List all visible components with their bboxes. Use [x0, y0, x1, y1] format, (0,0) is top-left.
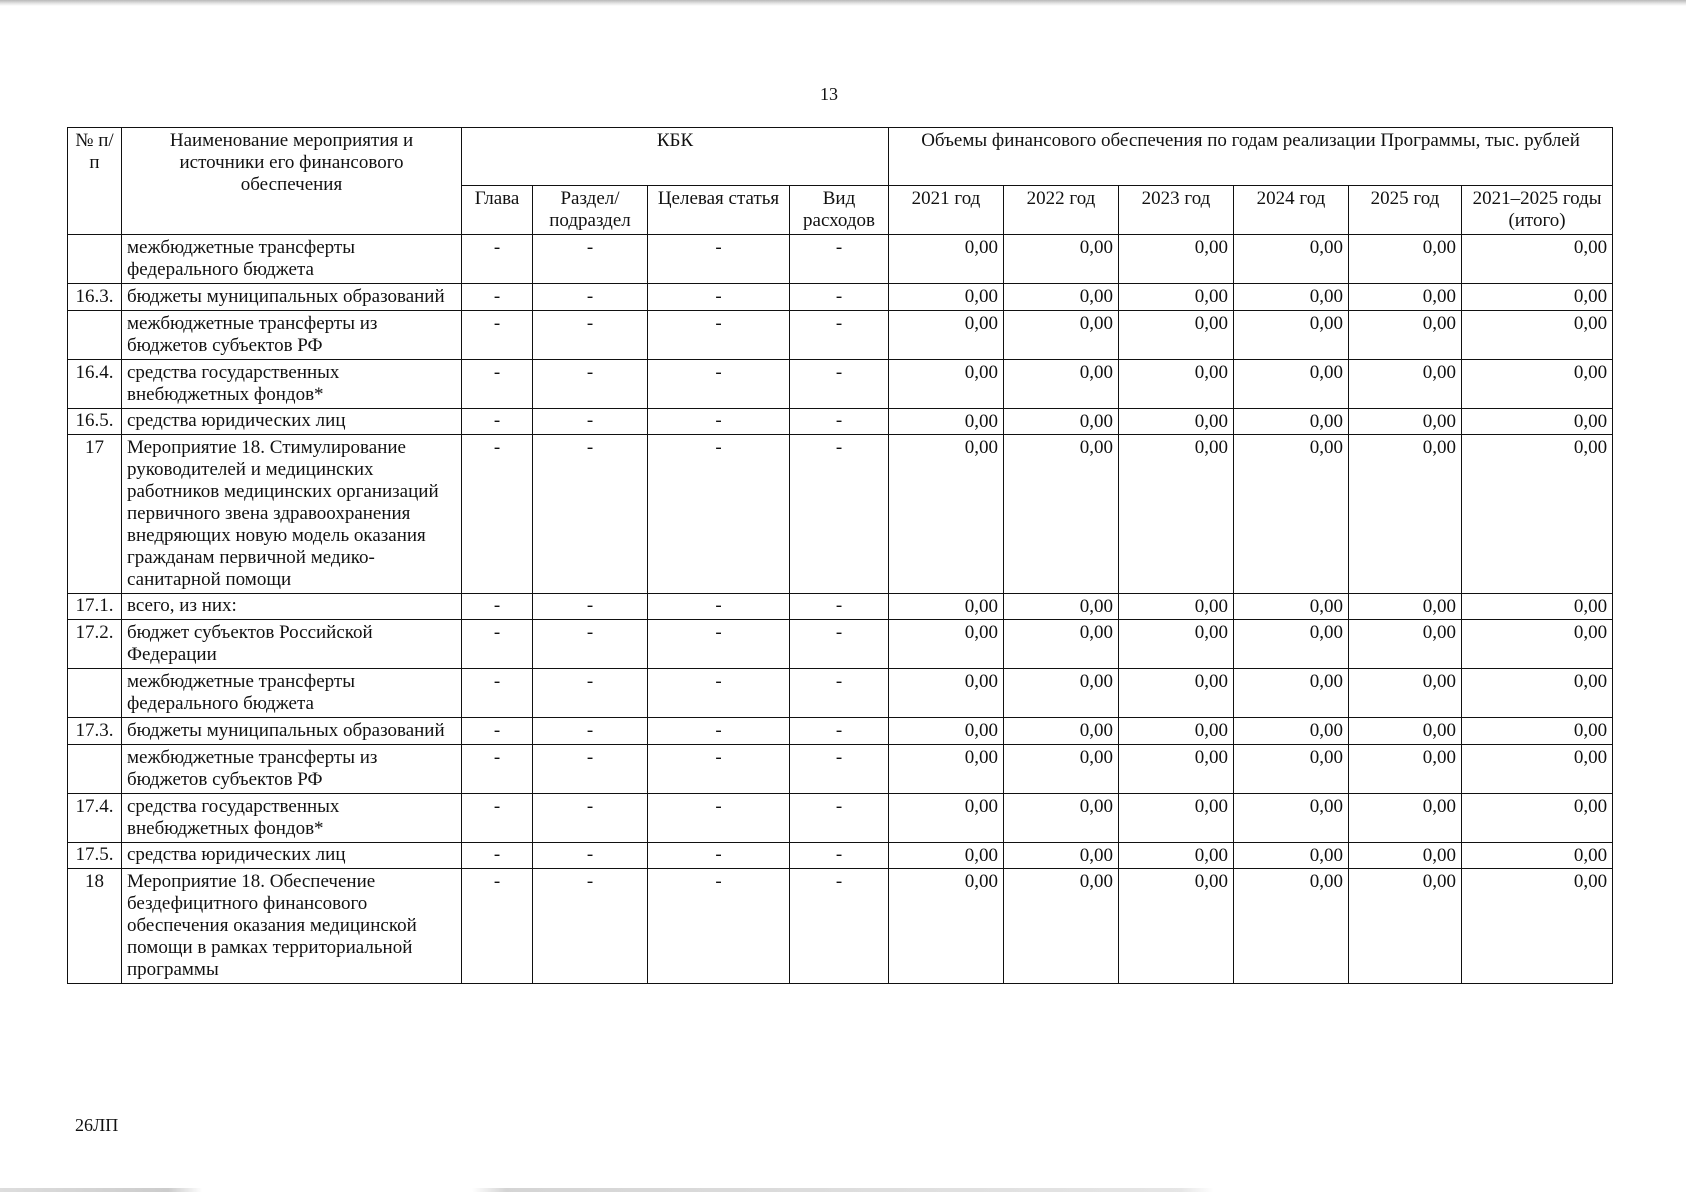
row-value-2024: 0,00: [1234, 718, 1349, 745]
row-value-total: 0,00: [1462, 869, 1613, 984]
row-celevaya: -: [648, 311, 790, 360]
row-value-2022: 0,00: [1004, 435, 1119, 594]
row-razdel: -: [533, 284, 648, 311]
row-value-2023: 0,00: [1119, 745, 1234, 794]
row-vid: -: [790, 235, 889, 284]
row-value-2024: 0,00: [1234, 409, 1349, 435]
row-value-2025: 0,00: [1349, 435, 1462, 594]
table-row: [68, 869, 1613, 984]
row-value-total: 0,00: [1462, 435, 1613, 594]
row-value-2021: 0,00: [889, 843, 1004, 869]
row-name: всего, из них:: [122, 594, 462, 620]
row-value-total: 0,00: [1462, 843, 1613, 869]
header-volumes: Объемы финансового обеспечения по годам реализации Программы, тыс. рублей: [889, 128, 1613, 186]
row-value-total: 0,00: [1462, 235, 1613, 284]
row-razdel: -: [533, 718, 648, 745]
row-value-2025: 0,00: [1349, 843, 1462, 869]
row-vid: -: [790, 745, 889, 794]
row-num: [68, 745, 122, 794]
row-celevaya: -: [648, 235, 790, 284]
header-razdel: Раздел/ подраздел: [533, 186, 648, 235]
row-value-2024: 0,00: [1234, 669, 1349, 718]
row-value-2022: 0,00: [1004, 794, 1119, 843]
table-row: [68, 620, 1613, 669]
row-value-2023: 0,00: [1119, 360, 1234, 409]
row-value-2023: 0,00: [1119, 235, 1234, 284]
header-year-2022: 2022 год: [1004, 186, 1119, 235]
table-row: [68, 745, 1613, 794]
row-name: бюджеты муниципальных образований: [122, 718, 462, 745]
row-num: 16.4.: [68, 360, 122, 409]
row-glava: -: [462, 843, 533, 869]
header-year-2021: 2021 год: [889, 186, 1004, 235]
row-num: 17: [68, 435, 122, 594]
header-year-2025: 2025 год: [1349, 186, 1462, 235]
row-value-total: 0,00: [1462, 620, 1613, 669]
row-vid: -: [790, 435, 889, 594]
row-value-2022: 0,00: [1004, 718, 1119, 745]
row-value-2025: 0,00: [1349, 718, 1462, 745]
row-vid: -: [790, 869, 889, 984]
row-value-2023: 0,00: [1119, 409, 1234, 435]
row-value-2021: 0,00: [889, 869, 1004, 984]
header-glava: Глава: [462, 186, 533, 235]
row-value-2024: 0,00: [1234, 620, 1349, 669]
table-row: [68, 594, 1613, 620]
row-value-2021: 0,00: [889, 620, 1004, 669]
table-row: [68, 794, 1613, 843]
table-header: [68, 128, 1613, 235]
header-name: Наименование мероприятия и источники его финансового обеспечения: [122, 128, 462, 235]
row-razdel: -: [533, 843, 648, 869]
row-celevaya: -: [648, 284, 790, 311]
row-value-total: 0,00: [1462, 669, 1613, 718]
row-razdel: -: [533, 794, 648, 843]
row-value-2024: 0,00: [1234, 843, 1349, 869]
row-value-2025: 0,00: [1349, 794, 1462, 843]
row-vid: -: [790, 284, 889, 311]
row-value-2023: 0,00: [1119, 311, 1234, 360]
row-razdel: -: [533, 594, 648, 620]
row-name: бюджет субъектов Российской Федерации: [122, 620, 462, 669]
row-value-2025: 0,00: [1349, 360, 1462, 409]
budget-table: [67, 127, 1613, 984]
row-name: средства государственных внебюджетных фондов*: [122, 794, 462, 843]
table-row: [68, 435, 1613, 594]
row-vid: -: [790, 843, 889, 869]
row-name: бюджеты муниципальных образований: [122, 284, 462, 311]
row-num: 17.2.: [68, 620, 122, 669]
row-value-2023: 0,00: [1119, 843, 1234, 869]
row-celevaya: -: [648, 360, 790, 409]
row-vid: -: [790, 594, 889, 620]
row-value-2025: 0,00: [1349, 745, 1462, 794]
row-vid: -: [790, 360, 889, 409]
row-celevaya: -: [648, 869, 790, 984]
row-value-2023: 0,00: [1119, 620, 1234, 669]
row-glava: -: [462, 794, 533, 843]
header-year-2023: 2023 год: [1119, 186, 1234, 235]
row-num: 17.5.: [68, 843, 122, 869]
row-glava: -: [462, 718, 533, 745]
row-value-2022: 0,00: [1004, 620, 1119, 669]
row-razdel: -: [533, 409, 648, 435]
header-kbk: КБК: [462, 128, 889, 186]
row-value-2023: 0,00: [1119, 594, 1234, 620]
row-value-total: 0,00: [1462, 284, 1613, 311]
row-celevaya: -: [648, 718, 790, 745]
row-value-total: 0,00: [1462, 409, 1613, 435]
row-value-2025: 0,00: [1349, 869, 1462, 984]
row-value-2021: 0,00: [889, 311, 1004, 360]
row-value-2022: 0,00: [1004, 594, 1119, 620]
row-num: 18: [68, 869, 122, 984]
row-vid: -: [790, 718, 889, 745]
row-value-2022: 0,00: [1004, 843, 1119, 869]
header-celevaya: Целевая статья: [648, 186, 790, 235]
row-celevaya: -: [648, 794, 790, 843]
row-num: 16.5.: [68, 409, 122, 435]
row-name: межбюджетные трансферты федерального бюджета: [122, 669, 462, 718]
row-value-2022: 0,00: [1004, 869, 1119, 984]
row-value-2023: 0,00: [1119, 284, 1234, 311]
table-row: [68, 669, 1613, 718]
row-value-2024: 0,00: [1234, 794, 1349, 843]
row-celevaya: -: [648, 843, 790, 869]
row-glava: -: [462, 620, 533, 669]
row-num: 17.3.: [68, 718, 122, 745]
row-value-2025: 0,00: [1349, 620, 1462, 669]
row-value-2024: 0,00: [1234, 869, 1349, 984]
row-glava: -: [462, 435, 533, 594]
table-row: [68, 235, 1613, 284]
row-vid: -: [790, 311, 889, 360]
footer-code: 26ЛП: [75, 1115, 119, 1135]
row-name: Мероприятие 18. Обеспечение бездефицитного финансового обеспечения оказания медицинской помощи в рамках территориальной программы: [122, 869, 462, 984]
row-value-2024: 0,00: [1234, 360, 1349, 409]
row-celevaya: -: [648, 669, 790, 718]
table-row: [68, 311, 1613, 360]
row-num: [68, 235, 122, 284]
row-value-2024: 0,00: [1234, 235, 1349, 284]
row-glava: -: [462, 594, 533, 620]
row-value-2022: 0,00: [1004, 284, 1119, 311]
row-razdel: -: [533, 745, 648, 794]
row-value-2022: 0,00: [1004, 409, 1119, 435]
row-value-2025: 0,00: [1349, 311, 1462, 360]
row-value-2024: 0,00: [1234, 435, 1349, 594]
row-razdel: -: [533, 869, 648, 984]
row-value-total: 0,00: [1462, 718, 1613, 745]
row-name: средства юридических лиц: [122, 843, 462, 869]
row-glava: -: [462, 284, 533, 311]
row-num: [68, 311, 122, 360]
table-row: [68, 360, 1613, 409]
row-value-2021: 0,00: [889, 235, 1004, 284]
row-glava: -: [462, 745, 533, 794]
row-value-2023: 0,00: [1119, 718, 1234, 745]
header-total: 2021–2025 годы (итого): [1462, 186, 1613, 235]
row-glava: -: [462, 869, 533, 984]
table-row: [68, 284, 1613, 311]
row-glava: -: [462, 311, 533, 360]
row-vid: -: [790, 794, 889, 843]
row-name: межбюджетные трансферты из бюджетов субъектов РФ: [122, 311, 462, 360]
row-value-2021: 0,00: [889, 718, 1004, 745]
row-value-2022: 0,00: [1004, 360, 1119, 409]
row-value-2023: 0,00: [1119, 869, 1234, 984]
row-value-2024: 0,00: [1234, 745, 1349, 794]
table-row: [68, 843, 1613, 869]
row-razdel: -: [533, 360, 648, 409]
page-number: 13: [820, 84, 838, 104]
row-value-2023: 0,00: [1119, 669, 1234, 718]
row-value-2024: 0,00: [1234, 284, 1349, 311]
row-value-2021: 0,00: [889, 360, 1004, 409]
row-value-2021: 0,00: [889, 284, 1004, 311]
row-value-2021: 0,00: [889, 594, 1004, 620]
row-num: 16.3.: [68, 284, 122, 311]
row-name: средства юридических лиц: [122, 409, 462, 435]
row-glava: -: [462, 235, 533, 284]
row-name: межбюджетные трансферты из бюджетов субъектов РФ: [122, 745, 462, 794]
row-glava: -: [462, 360, 533, 409]
row-value-2021: 0,00: [889, 794, 1004, 843]
row-value-2021: 0,00: [889, 669, 1004, 718]
row-glava: -: [462, 409, 533, 435]
row-value-2022: 0,00: [1004, 745, 1119, 794]
row-value-2023: 0,00: [1119, 794, 1234, 843]
row-vid: -: [790, 669, 889, 718]
row-value-total: 0,00: [1462, 594, 1613, 620]
row-celevaya: -: [648, 620, 790, 669]
row-razdel: -: [533, 620, 648, 669]
row-name: межбюджетные трансферты федерального бюджета: [122, 235, 462, 284]
row-celevaya: -: [648, 409, 790, 435]
row-celevaya: -: [648, 435, 790, 594]
row-value-2025: 0,00: [1349, 235, 1462, 284]
header-year-2024: 2024 год: [1234, 186, 1349, 235]
header-num: № п/п: [68, 128, 122, 235]
row-celevaya: -: [648, 594, 790, 620]
table-body: [68, 235, 1613, 984]
row-num: [68, 669, 122, 718]
scan-edge-top: [0, 0, 1686, 6]
table-row: [68, 409, 1613, 435]
scan-edge-bottom: [0, 1188, 1686, 1192]
row-value-2022: 0,00: [1004, 235, 1119, 284]
row-value-2021: 0,00: [889, 745, 1004, 794]
table-row: [68, 718, 1613, 745]
row-value-2025: 0,00: [1349, 669, 1462, 718]
row-value-2022: 0,00: [1004, 311, 1119, 360]
row-value-2021: 0,00: [889, 435, 1004, 594]
row-value-2023: 0,00: [1119, 435, 1234, 594]
row-value-2021: 0,00: [889, 409, 1004, 435]
row-celevaya: -: [648, 745, 790, 794]
header-vid: Вид расходов: [790, 186, 889, 235]
row-razdel: -: [533, 235, 648, 284]
row-razdel: -: [533, 435, 648, 594]
row-value-2024: 0,00: [1234, 311, 1349, 360]
row-value-2025: 0,00: [1349, 594, 1462, 620]
row-value-2024: 0,00: [1234, 594, 1349, 620]
row-value-2022: 0,00: [1004, 669, 1119, 718]
row-num: 17.1.: [68, 594, 122, 620]
row-value-total: 0,00: [1462, 745, 1613, 794]
row-value-2025: 0,00: [1349, 409, 1462, 435]
row-glava: -: [462, 669, 533, 718]
row-value-total: 0,00: [1462, 794, 1613, 843]
row-vid: -: [790, 409, 889, 435]
row-name: средства государственных внебюджетных фондов*: [122, 360, 462, 409]
row-vid: -: [790, 620, 889, 669]
row-value-total: 0,00: [1462, 311, 1613, 360]
row-num: 17.4.: [68, 794, 122, 843]
row-name: Мероприятие 18. Стимулирование руководителей и медицинских работников медицинских организаций первичного звена здравоохранения внедряющих новую модель оказания гражданам первичной медико-санитарной помощи: [122, 435, 462, 594]
row-razdel: -: [533, 311, 648, 360]
row-razdel: -: [533, 669, 648, 718]
row-value-2025: 0,00: [1349, 284, 1462, 311]
row-value-total: 0,00: [1462, 360, 1613, 409]
